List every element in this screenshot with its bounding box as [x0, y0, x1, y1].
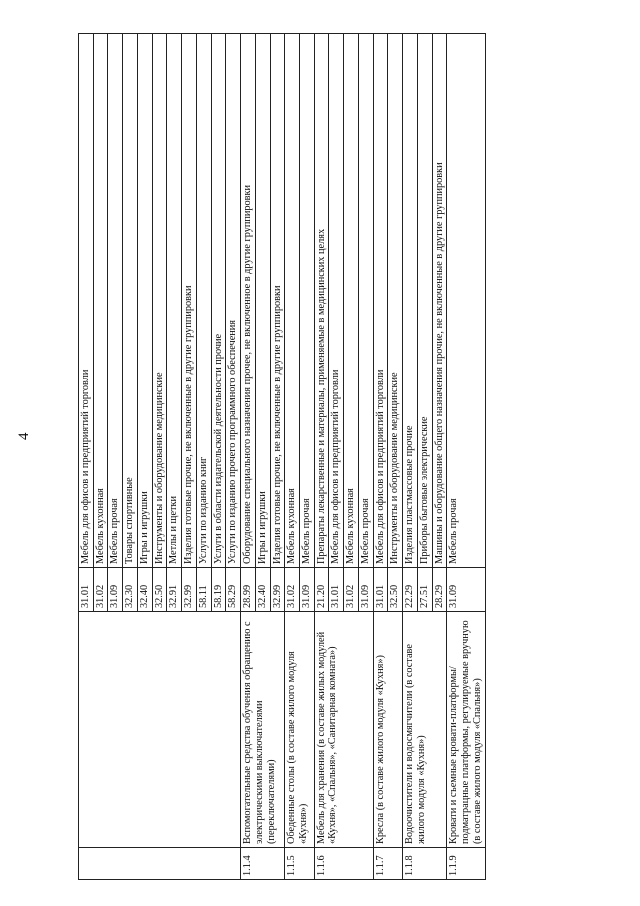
okpd-code: 31.02: [93, 568, 108, 612]
code-description: Мебель для офисов и предприятий торговли: [79, 34, 94, 568]
table-row: [403, 34, 418, 880]
code-description: Мебель для офисов и предприятий торговли: [373, 34, 388, 568]
code-description: Мебель для офисов и предприятий торговли: [329, 34, 344, 568]
code-description: Мебель прочая: [300, 34, 315, 568]
code-description: Машины и оборудование общего назначения прочие, не включенные в другие группировки: [432, 34, 447, 568]
okpd-code: 32.99: [270, 568, 285, 612]
code-description: Мебель прочая: [108, 34, 123, 568]
okpd-code: 58.19: [211, 568, 226, 612]
code-description: Услуги в области издательской деятельности прочие: [211, 34, 226, 568]
item-number: 1.1.7: [373, 848, 402, 880]
code-description: Мебель кухонная: [285, 34, 300, 568]
okpd-code: 32.99: [182, 568, 197, 612]
okpd-code: 31.01: [329, 568, 344, 612]
okpd-code: 27.51: [417, 568, 432, 612]
table-row: [373, 34, 388, 880]
item-name: Кровати и съемные кровати-платформы/ подматрацные платформы, регулируемые вручную (в составе жилого модуля «Спальня»): [447, 612, 485, 848]
code-description: Инструменты и оборудование медицинские: [388, 34, 403, 568]
okpd-code: 22.29: [403, 568, 418, 612]
okpd-code: 31.02: [285, 568, 300, 612]
code-description: Игры и игрушки: [255, 34, 270, 568]
classification-table: [78, 33, 486, 880]
code-description: Изделия готовые прочие, не включенные в другие группировки: [182, 34, 197, 568]
table-row: [447, 34, 485, 880]
item-number: 1.1.4: [241, 848, 285, 880]
code-description: Метлы и щетки: [167, 34, 182, 568]
okpd-code: 31.09: [108, 568, 123, 612]
code-description: Услуги по изданию прочего программного обеспечения: [226, 34, 241, 568]
code-description: Игры и игрушки: [137, 34, 152, 568]
item-name: Мебель для хранения (в составе жилых модулей «Кухня», «Спальня», «Санитарная комната»): [314, 612, 373, 848]
okpd-code: 21.20: [314, 568, 329, 612]
item-name: [79, 612, 241, 848]
okpd-code: 28.29: [432, 568, 447, 612]
okpd-code: 32.40: [255, 568, 270, 612]
table-row: [241, 34, 256, 880]
code-description: Мебель кухонная: [93, 34, 108, 568]
item-name: Обеденные столы (в составе жилого модуля «Кухня»): [285, 612, 314, 848]
code-description: Услуги по изданию книг: [196, 34, 211, 568]
okpd-code: 32.91: [167, 568, 182, 612]
table-row: [79, 34, 94, 880]
item-number: 1.1.9: [447, 848, 485, 880]
item-number: 1.1.6: [314, 848, 373, 880]
okpd-code: 31.09: [358, 568, 373, 612]
code-description: Изделия пластмассовые прочие: [403, 34, 418, 568]
item-name: Вспомогательные средства обучения обращению с электрическими выключателями (переключателями): [241, 612, 285, 848]
rotated-page-content: [78, 34, 514, 880]
code-description: Оборудование специального назначения прочее, не включенное в другие группировки: [241, 34, 256, 568]
page-number: 4: [16, 432, 32, 440]
code-description: Препараты лекарственные и материалы, применяемые в медицинских целях: [314, 34, 329, 568]
okpd-code: 32.50: [388, 568, 403, 612]
okpd-code: 28.99: [241, 568, 256, 612]
item-name: Кресла (в составе жилого модуля «Кухня»): [373, 612, 402, 848]
table-row: [314, 34, 329, 880]
okpd-code: 58.11: [196, 568, 211, 612]
code-description: Товары спортивные: [123, 34, 138, 568]
okpd-code: 31.09: [300, 568, 315, 612]
code-description: Мебель прочая: [447, 34, 485, 568]
okpd-code: 31.01: [373, 568, 388, 612]
item-name: Водоочистители и водосмягчители (в составе жилого модуля «Кухня»): [403, 612, 447, 848]
item-number: 1.1.5: [285, 848, 314, 880]
okpd-code: 31.09: [447, 568, 485, 612]
code-description: Инструменты и оборудование медицинские: [152, 34, 167, 568]
table-row: [285, 34, 300, 880]
code-description: Мебель кухонная: [344, 34, 359, 568]
okpd-code: 32.40: [137, 568, 152, 612]
okpd-code: 31.01: [79, 568, 94, 612]
okpd-code: 58.29: [226, 568, 241, 612]
okpd-code: 32.30: [123, 568, 138, 612]
code-description: Приборы бытовые электрические: [417, 34, 432, 568]
okpd-code: 32.50: [152, 568, 167, 612]
item-number: 1.1.8: [403, 848, 447, 880]
okpd-code: 31.02: [344, 568, 359, 612]
code-description: Мебель прочая: [358, 34, 373, 568]
item-number: [79, 848, 241, 880]
code-description: Изделия готовые прочие, не включенные в другие группировки: [270, 34, 285, 568]
